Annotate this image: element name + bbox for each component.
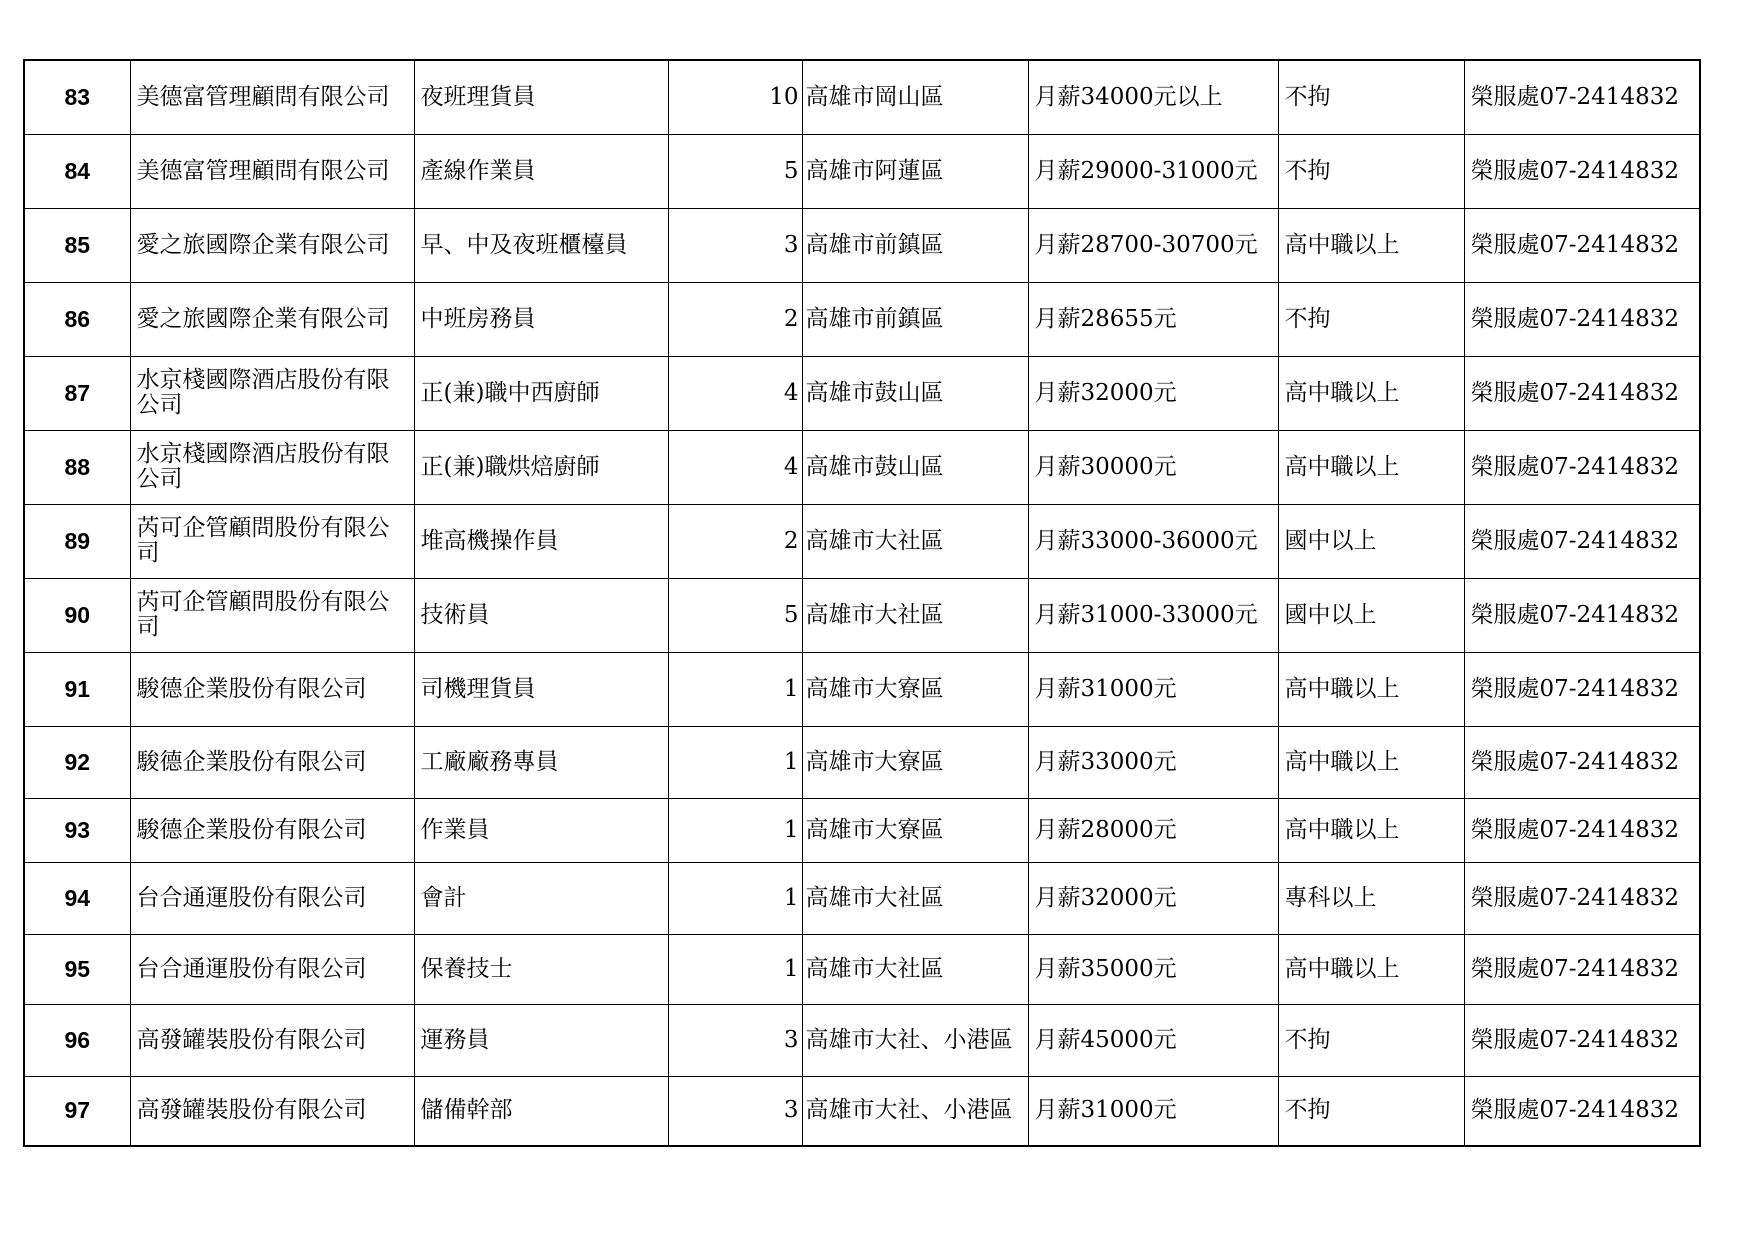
salary-cell (1028, 726, 1278, 798)
company-name: 愛之旅國際企業有限公司 (136, 305, 390, 332)
job-title-cell (414, 798, 668, 862)
openings-count: 3 (783, 231, 799, 258)
job-title: 早、中及夜班櫃檯員 (420, 231, 628, 258)
openings-count-cell (668, 1004, 802, 1076)
job-title: 運務員 (420, 1026, 490, 1053)
table-row (24, 504, 1700, 578)
job-title: 司機理貨員 (420, 675, 536, 702)
contact-info: 榮服處07-2414832 (1470, 453, 1679, 480)
work-location: 高雄市岡山區 (805, 83, 944, 110)
salary-cell (1028, 356, 1278, 430)
company-name: 台合通運股份有限公司 (136, 884, 367, 911)
company-name: 高發罐裝股份有限公司 (136, 1097, 367, 1124)
contact-info-cell (1464, 1076, 1700, 1146)
company-name: 芮可企管顧問股份有限公司 (136, 589, 390, 640)
education-requirement: 不拘 (1284, 83, 1331, 110)
row-number-cell (24, 934, 130, 1004)
row-number: 94 (64, 884, 91, 911)
education-requirement: 高中職以上 (1284, 379, 1400, 406)
job-title-cell (414, 504, 668, 578)
salary: 月薪32000元 (1034, 379, 1177, 406)
company-name: 駿德企業股份有限公司 (136, 748, 367, 775)
contact-info-cell (1464, 356, 1700, 430)
row-number-cell (24, 862, 130, 934)
company-name-cell (130, 504, 414, 578)
row-number: 83 (64, 83, 91, 110)
education-requirement: 高中職以上 (1284, 748, 1400, 775)
openings-count-cell (668, 726, 802, 798)
openings-count: 2 (783, 305, 799, 332)
salary: 月薪31000元 (1034, 1097, 1177, 1124)
contact-info-cell (1464, 134, 1700, 208)
openings-count: 2 (783, 527, 799, 554)
contact-info-cell (1464, 430, 1700, 504)
education-requirement-cell (1278, 934, 1464, 1004)
work-location: 高雄市大社區 (805, 955, 944, 982)
salary: 月薪31000元 (1034, 675, 1177, 702)
job-title-cell (414, 282, 668, 356)
contact-info: 榮服處07-2414832 (1470, 1026, 1679, 1053)
salary: 月薪29000-31000元 (1034, 157, 1258, 184)
contact-info: 榮服處07-2414832 (1470, 83, 1679, 110)
company-name: 駿德企業股份有限公司 (136, 675, 367, 702)
company-name-cell (130, 134, 414, 208)
openings-count-cell (668, 934, 802, 1004)
row-number: 89 (64, 527, 91, 554)
company-name-cell (130, 578, 414, 652)
work-location: 高雄市大社區 (805, 601, 944, 628)
contact-info: 榮服處07-2414832 (1470, 157, 1679, 184)
job-title: 中班房務員 (420, 305, 536, 332)
job-title-cell (414, 726, 668, 798)
contact-info-cell (1464, 282, 1700, 356)
contact-info: 榮服處07-2414832 (1470, 305, 1679, 332)
openings-count: 3 (783, 1097, 799, 1124)
work-location: 高雄市鼓山區 (805, 453, 944, 480)
row-number: 95 (64, 955, 91, 982)
education-requirement: 不拘 (1284, 1026, 1331, 1053)
work-location: 高雄市大社區 (805, 884, 944, 911)
row-number-cell (24, 60, 130, 134)
education-requirement: 不拘 (1284, 305, 1331, 332)
work-location: 高雄市大社區 (805, 527, 944, 554)
job-title-cell (414, 1076, 668, 1146)
education-requirement-cell (1278, 578, 1464, 652)
table-row (24, 60, 1700, 134)
contact-info-cell (1464, 652, 1700, 726)
education-requirement-cell (1278, 862, 1464, 934)
work-location-cell (802, 282, 1028, 356)
contact-info-cell (1464, 60, 1700, 134)
openings-count-cell (668, 862, 802, 934)
salary-cell (1028, 60, 1278, 134)
company-name-cell (130, 934, 414, 1004)
education-requirement-cell (1278, 282, 1464, 356)
row-number: 87 (64, 379, 91, 406)
work-location: 高雄市大社、小港區 (805, 1097, 1013, 1124)
company-name: 美德富管理顧問有限公司 (136, 83, 390, 110)
job-title: 夜班理貨員 (420, 83, 536, 110)
openings-count-cell (668, 798, 802, 862)
job-title-cell (414, 134, 668, 208)
work-location: 高雄市鼓山區 (805, 379, 944, 406)
row-number-cell (24, 798, 130, 862)
education-requirement-cell (1278, 1076, 1464, 1146)
salary: 月薪28700-30700元 (1034, 231, 1258, 258)
openings-count: 1 (783, 748, 799, 775)
work-location: 高雄市大寮區 (805, 816, 944, 843)
table-row (24, 934, 1700, 1004)
openings-count: 5 (783, 157, 799, 184)
job-title-cell (414, 60, 668, 134)
company-name: 愛之旅國際企業有限公司 (136, 231, 390, 258)
work-location-cell (802, 578, 1028, 652)
table-row (24, 726, 1700, 798)
contact-info-cell (1464, 504, 1700, 578)
openings-count: 4 (783, 453, 799, 480)
table-row (24, 208, 1700, 282)
job-title: 正(兼)職烘焙廚師 (420, 453, 600, 480)
openings-count-cell (668, 134, 802, 208)
job-title-cell (414, 862, 668, 934)
openings-count: 1 (783, 955, 799, 982)
openings-count-cell (668, 504, 802, 578)
openings-count-cell (668, 60, 802, 134)
salary: 月薪28000元 (1034, 816, 1177, 843)
row-number: 93 (64, 816, 91, 843)
job-title: 作業員 (420, 816, 490, 843)
job-title-cell (414, 1004, 668, 1076)
row-number: 90 (64, 601, 91, 628)
openings-count: 1 (783, 675, 799, 702)
row-number: 96 (64, 1026, 91, 1053)
work-location: 高雄市大寮區 (805, 748, 944, 775)
openings-count: 4 (783, 379, 799, 406)
company-name-cell (130, 862, 414, 934)
contact-info-cell (1464, 934, 1700, 1004)
row-number-cell (24, 282, 130, 356)
education-requirement-cell (1278, 60, 1464, 134)
row-number: 86 (64, 305, 91, 332)
table-row (24, 652, 1700, 726)
company-name-cell (130, 430, 414, 504)
salary-cell (1028, 862, 1278, 934)
table-row (24, 1076, 1700, 1146)
company-name-cell (130, 60, 414, 134)
contact-info: 榮服處07-2414832 (1470, 527, 1679, 554)
row-number: 88 (64, 453, 91, 480)
salary-cell (1028, 282, 1278, 356)
contact-info: 榮服處07-2414832 (1470, 601, 1679, 628)
company-name-cell (130, 208, 414, 282)
openings-count: 5 (783, 601, 799, 628)
salary: 月薪32000元 (1034, 884, 1177, 911)
contact-info: 榮服處07-2414832 (1470, 1097, 1679, 1124)
work-location: 高雄市大寮區 (805, 675, 944, 702)
table-row (24, 578, 1700, 652)
contact-info-cell (1464, 862, 1700, 934)
contact-info-cell (1464, 1004, 1700, 1076)
salary: 月薪33000元 (1034, 748, 1177, 775)
salary: 月薪30000元 (1034, 453, 1177, 480)
company-name-cell (130, 282, 414, 356)
education-requirement-cell (1278, 726, 1464, 798)
contact-info: 榮服處07-2414832 (1470, 748, 1679, 775)
salary-cell (1028, 934, 1278, 1004)
openings-count-cell (668, 1076, 802, 1146)
salary-cell (1028, 430, 1278, 504)
contact-info: 榮服處07-2414832 (1470, 379, 1679, 406)
company-name-cell (130, 726, 414, 798)
work-location: 高雄市阿蓮區 (805, 157, 944, 184)
work-location-cell (802, 1076, 1028, 1146)
row-number: 84 (64, 157, 91, 184)
education-requirement-cell (1278, 652, 1464, 726)
job-title: 技術員 (420, 601, 490, 628)
work-location-cell (802, 134, 1028, 208)
education-requirement: 高中職以上 (1284, 675, 1400, 702)
work-location-cell (802, 862, 1028, 934)
work-location-cell (802, 934, 1028, 1004)
education-requirement: 高中職以上 (1284, 453, 1400, 480)
company-name: 美德富管理顧問有限公司 (136, 157, 390, 184)
salary-cell (1028, 652, 1278, 726)
row-number-cell (24, 1004, 130, 1076)
contact-info-cell (1464, 578, 1700, 652)
company-name: 高發罐裝股份有限公司 (136, 1026, 367, 1053)
work-location: 高雄市大社、小港區 (805, 1026, 1013, 1053)
table-body (24, 60, 1700, 1146)
job-title: 保養技士 (420, 955, 513, 982)
salary-cell (1028, 798, 1278, 862)
job-title: 正(兼)職中西廚師 (420, 379, 600, 406)
work-location-cell (802, 208, 1028, 282)
education-requirement-cell (1278, 134, 1464, 208)
job-title-cell (414, 578, 668, 652)
salary: 月薪34000元以上 (1034, 83, 1223, 110)
work-location: 高雄市前鎮區 (805, 305, 944, 332)
job-title: 產線作業員 (420, 157, 536, 184)
row-number-cell (24, 652, 130, 726)
company-name-cell (130, 356, 414, 430)
company-name-cell (130, 1004, 414, 1076)
openings-count: 1 (783, 884, 799, 911)
openings-count: 10 (769, 83, 799, 110)
table-row (24, 282, 1700, 356)
salary-cell (1028, 504, 1278, 578)
education-requirement: 高中職以上 (1284, 816, 1400, 843)
work-location-cell (802, 60, 1028, 134)
salary-cell (1028, 208, 1278, 282)
education-requirement-cell (1278, 356, 1464, 430)
education-requirement-cell (1278, 504, 1464, 578)
work-location-cell (802, 798, 1028, 862)
work-location-cell (802, 504, 1028, 578)
row-number-cell (24, 208, 130, 282)
row-number-cell (24, 1076, 130, 1146)
contact-info: 榮服處07-2414832 (1470, 955, 1679, 982)
work-location: 高雄市前鎮區 (805, 231, 944, 258)
table-row (24, 798, 1700, 862)
salary: 月薪45000元 (1034, 1026, 1177, 1053)
contact-info-cell (1464, 726, 1700, 798)
education-requirement: 專科以上 (1284, 884, 1377, 911)
row-number: 91 (64, 675, 91, 702)
table-row (24, 862, 1700, 934)
education-requirement-cell (1278, 208, 1464, 282)
contact-info-cell (1464, 208, 1700, 282)
row-number-cell (24, 430, 130, 504)
table-row (24, 1004, 1700, 1076)
company-name: 芮可企管顧問股份有限公司 (136, 515, 390, 566)
work-location-cell (802, 356, 1028, 430)
row-number: 92 (64, 748, 91, 775)
education-requirement-cell (1278, 798, 1464, 862)
openings-count-cell (668, 430, 802, 504)
education-requirement-cell (1278, 1004, 1464, 1076)
salary-cell (1028, 578, 1278, 652)
row-number: 85 (64, 231, 91, 258)
company-name-cell (130, 798, 414, 862)
openings-count-cell (668, 356, 802, 430)
work-location-cell (802, 1004, 1028, 1076)
salary: 月薪35000元 (1034, 955, 1177, 982)
education-requirement: 國中以上 (1284, 527, 1377, 554)
education-requirement: 高中職以上 (1284, 231, 1400, 258)
work-location-cell (802, 652, 1028, 726)
education-requirement: 不拘 (1284, 1097, 1331, 1124)
row-number-cell (24, 504, 130, 578)
job-title-cell (414, 356, 668, 430)
row-number-cell (24, 356, 130, 430)
work-location-cell (802, 430, 1028, 504)
company-name: 台合通運股份有限公司 (136, 955, 367, 982)
job-title-cell (414, 934, 668, 1004)
job-listings-table (23, 59, 1701, 1147)
openings-count: 3 (783, 1026, 799, 1053)
row-number-cell (24, 726, 130, 798)
table-row (24, 430, 1700, 504)
contact-info: 榮服處07-2414832 (1470, 675, 1679, 702)
openings-count-cell (668, 652, 802, 726)
education-requirement-cell (1278, 430, 1464, 504)
job-title-cell (414, 430, 668, 504)
company-name: 駿德企業股份有限公司 (136, 816, 367, 843)
education-requirement: 不拘 (1284, 157, 1331, 184)
contact-info: 榮服處07-2414832 (1470, 884, 1679, 911)
company-name-cell (130, 652, 414, 726)
job-title-cell (414, 652, 668, 726)
row-number: 97 (64, 1097, 91, 1124)
job-title: 堆高機操作員 (420, 527, 559, 554)
openings-count-cell (668, 578, 802, 652)
salary: 月薪28655元 (1034, 305, 1177, 332)
job-title-cell (414, 208, 668, 282)
salary-cell (1028, 1004, 1278, 1076)
salary-cell (1028, 134, 1278, 208)
openings-count-cell (668, 282, 802, 356)
row-number-cell (24, 578, 130, 652)
salary-cell (1028, 1076, 1278, 1146)
company-name: 水京棧國際酒店股份有限公司 (136, 367, 390, 418)
salary: 月薪31000-33000元 (1034, 601, 1258, 628)
job-title: 會計 (420, 884, 467, 911)
work-location-cell (802, 726, 1028, 798)
contact-info-cell (1464, 798, 1700, 862)
row-number-cell (24, 134, 130, 208)
contact-info: 榮服處07-2414832 (1470, 231, 1679, 258)
job-title: 工廠廠務專員 (420, 748, 559, 775)
table-row (24, 134, 1700, 208)
company-name: 水京棧國際酒店股份有限公司 (136, 441, 390, 492)
company-name-cell (130, 1076, 414, 1146)
openings-count-cell (668, 208, 802, 282)
education-requirement: 國中以上 (1284, 601, 1377, 628)
contact-info: 榮服處07-2414832 (1470, 816, 1679, 843)
salary: 月薪33000-36000元 (1034, 527, 1258, 554)
openings-count: 1 (783, 816, 799, 843)
job-title: 儲備幹部 (420, 1097, 513, 1124)
education-requirement: 高中職以上 (1284, 955, 1400, 982)
table-row (24, 356, 1700, 430)
